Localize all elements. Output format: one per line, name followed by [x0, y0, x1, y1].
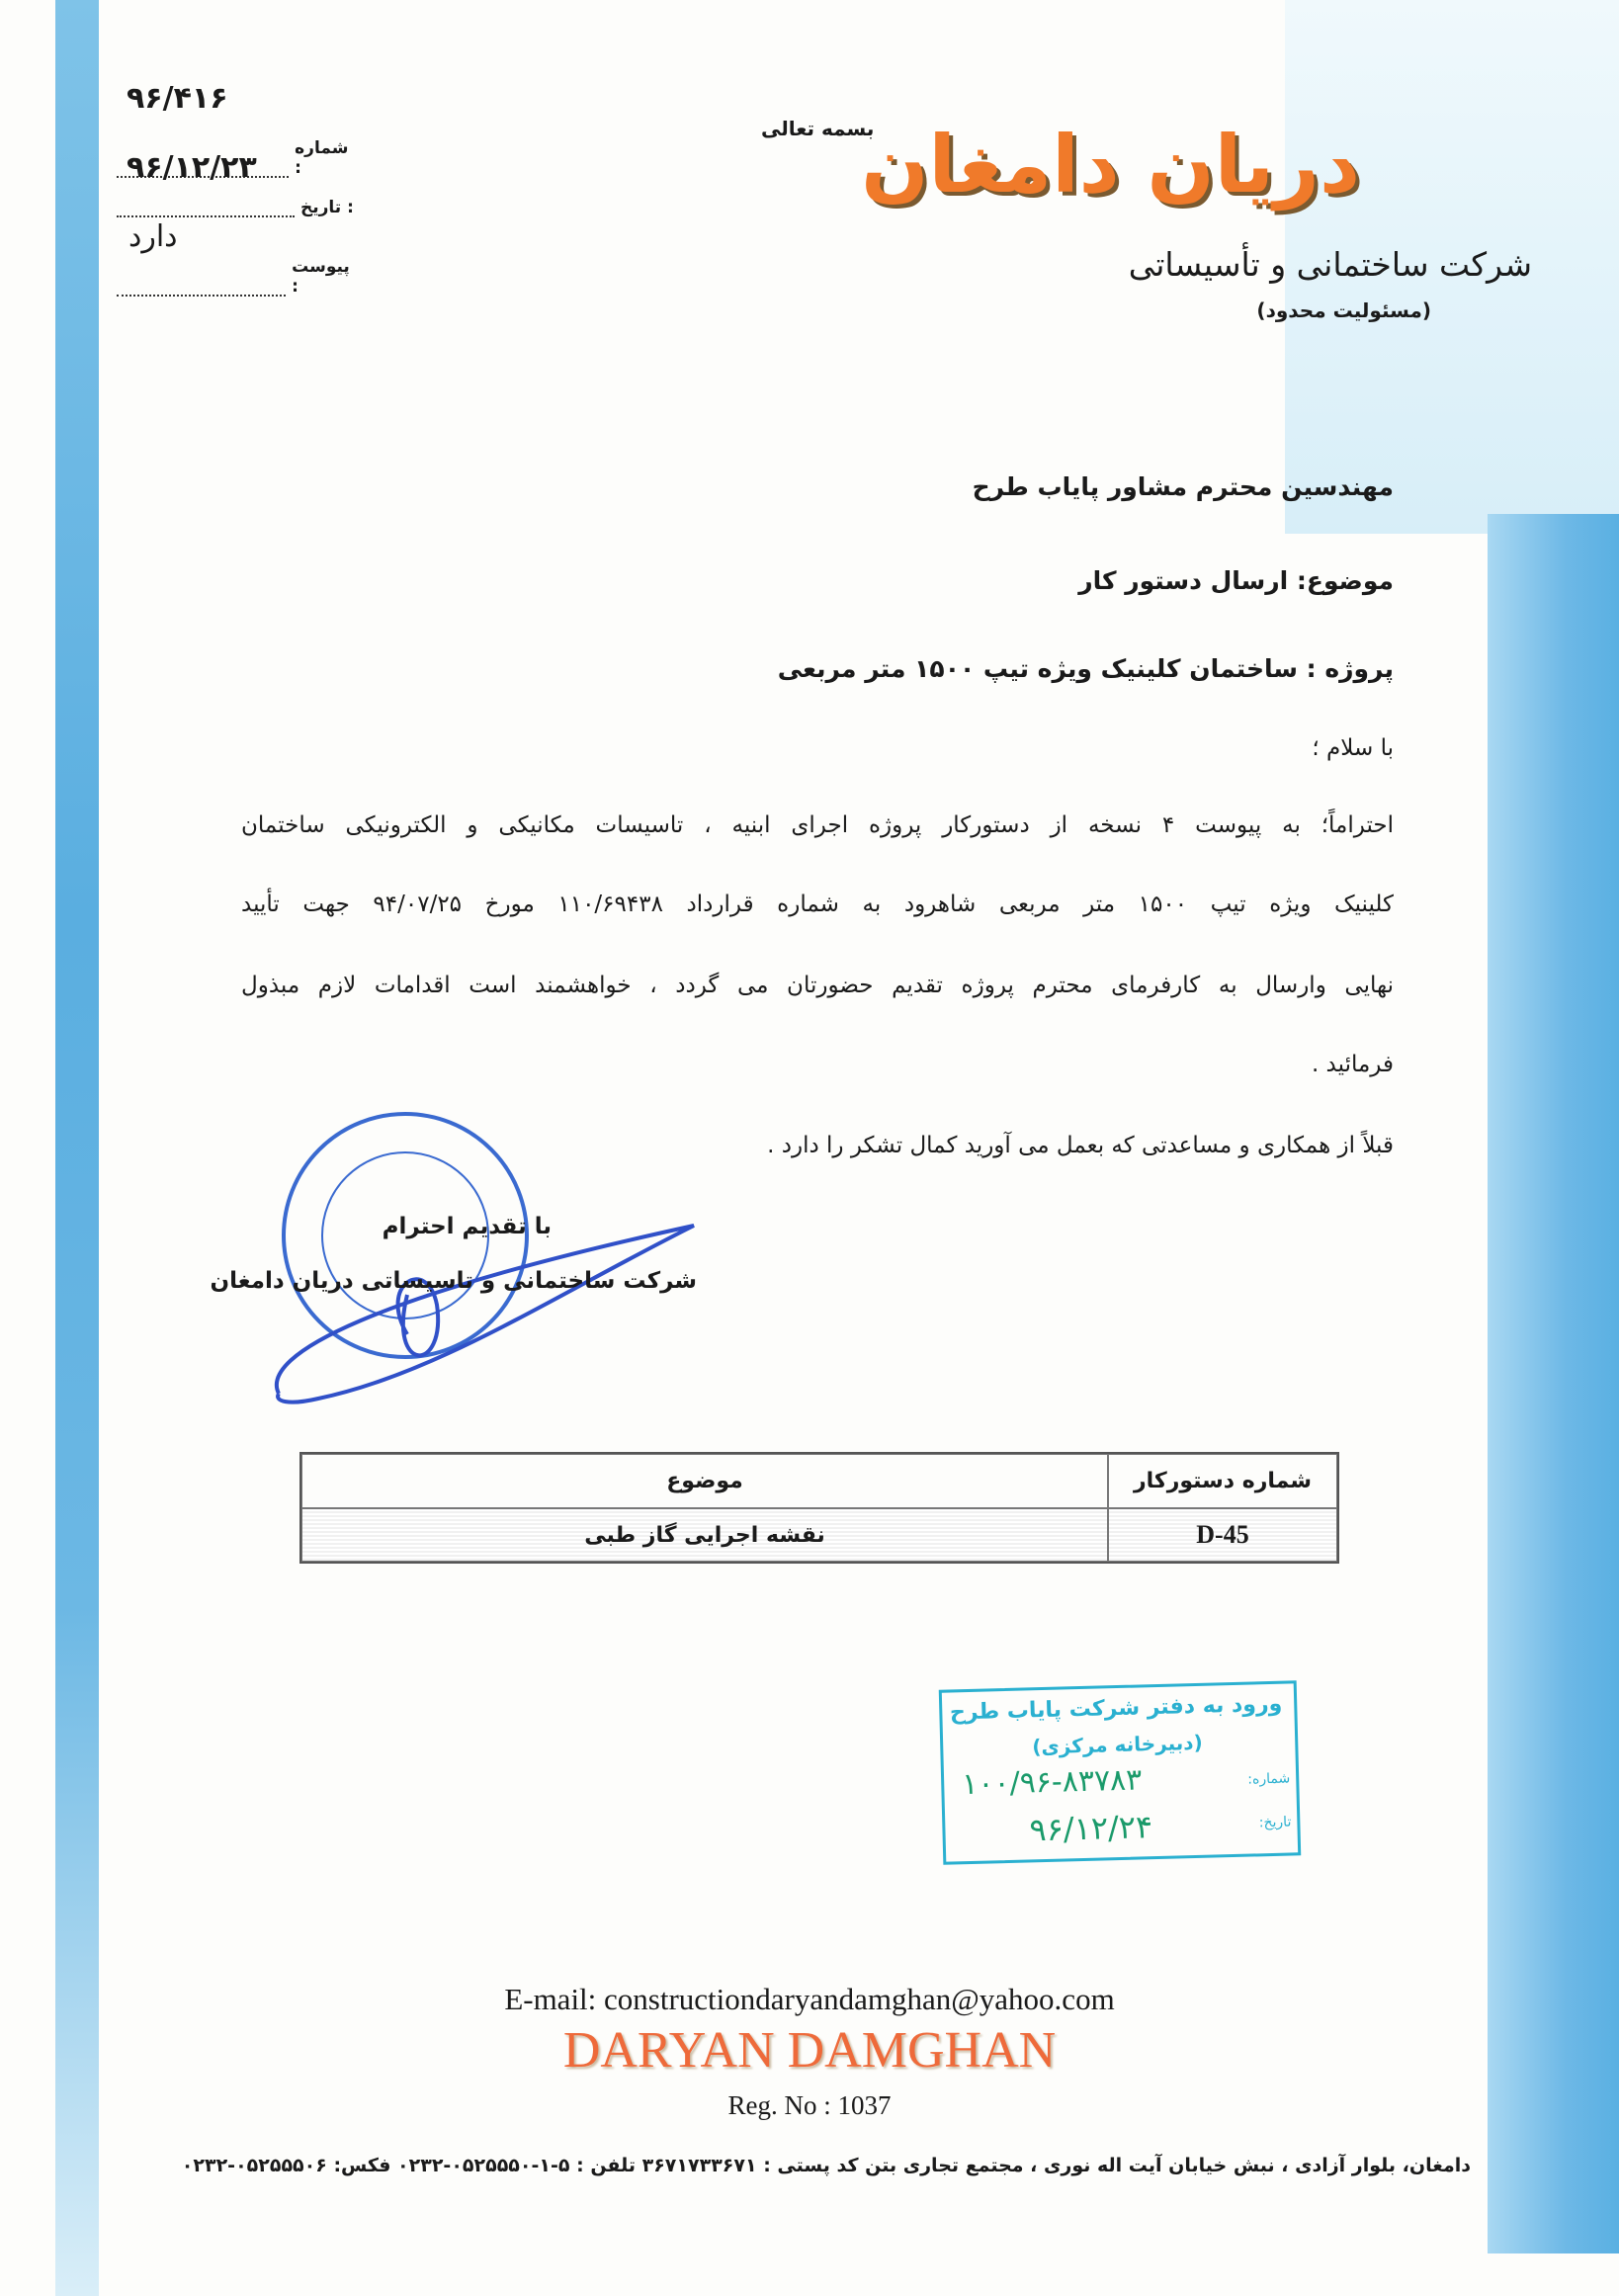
signatory: شرکت ساختمانی و تاسیساتی دریان دامغان: [210, 1268, 697, 1294]
stamp-title: ورود به دفتر شرکت پایاب طرح: [949, 1691, 1283, 1726]
attachment-field: [117, 257, 359, 297]
paragraph-line: کلینیک ویژه تیپ ۱۵۰۰ متر مربعی شاهرود به شماره قرارداد ۱۱۰/۶۹۴۳۸ مورخ ۹۴/۰۷/۲۵ جهت تأیید: [241, 892, 1394, 917]
project: پروژه : ساختمان کلینیک ویژه تیپ ۱۵۰۰ متر مربعی: [777, 654, 1394, 683]
date-dots: [117, 215, 295, 217]
company-name: شرکت ساختمانی و تأسیساتی: [1128, 245, 1532, 284]
table-cell-subject: نقشه اجرایی گاز طبی: [301, 1508, 1108, 1562]
attachment-value: دارد: [128, 219, 178, 254]
liability-note: (مسئولیت محدود): [1256, 298, 1431, 322]
date-field: [117, 198, 359, 217]
date-label: تاریخ :: [300, 198, 354, 217]
number-label: شماره :: [295, 138, 349, 178]
stamp-number-value: ۱۰۰/۹۶-۸۳۷۸۳: [961, 1762, 1143, 1803]
company-logo: دریان دامغان: [861, 119, 1360, 211]
footer-email: E-mail: constructiondaryandamghan@yahoo.com: [504, 1982, 1115, 2016]
letter-number-value: ۹۶/۴۱۶: [127, 81, 228, 116]
stamp-date-label: تاریخ:: [1258, 1814, 1292, 1831]
left-decorative-strip: [55, 0, 99, 2296]
table-cell-order-number: D-45: [1108, 1508, 1337, 1562]
recipient: مهندسین محترم مشاور پایاب طرح: [972, 472, 1394, 501]
thanks-line: قبلاً از همکاری و مساعدتی که بعمل می آورید کمال تشکر را دارد .: [767, 1133, 1394, 1158]
footer-brand: DARYAN DAMGHAN: [562, 2022, 1057, 2079]
paragraph-line: احتراماً؛ به پیوست ۴ نسخه از دستورکار پروژه اجرای ابنیه ، تاسیسات مکانیکی و الکترونیکی ساختمان: [241, 812, 1394, 838]
stamp-number-label: شماره:: [1247, 1770, 1291, 1788]
signature-mark: [259, 1176, 714, 1413]
subject: موضوع: ارسال دستور کار: [1078, 566, 1394, 595]
paragraph-line: فرمائید .: [1311, 1052, 1394, 1077]
table-header-subject: موضوع: [301, 1454, 1108, 1508]
table-header-order-number: شماره دستورکار: [1108, 1454, 1337, 1508]
attachment-dots: [117, 295, 286, 297]
received-stamp: [939, 1680, 1302, 1864]
bismillah: بسمه تعالی: [761, 117, 875, 140]
paragraph-line: نهایی وارسال به کارفرمای محترم پروژه تقدیم حضورتان می گردد ، خواهشمند است اقدامات لازم مبذول: [241, 973, 1394, 998]
stamp-subtitle: (دبیرخانه مرکزی): [1031, 1730, 1203, 1759]
footer-address: دامغان، بلوار آزادی ، نبش خیابان آیت اله نوری ، مجتمع تجاری بتن کد پستی : ۳۶۷۱۷۳۳۶۷۱ تلفن : ۵-۱-۰۵۲۵۵۵۰-۰۲۳۲ فکس: ۰۵۲۵۵۵۰۶-۰۲۳۲: [181, 2155, 1471, 2176]
letter-date-value: ۹۶/۱۲/۲۳: [127, 150, 257, 185]
work-order-table: [299, 1452, 1339, 1564]
footer-registration: Reg. No : 1037: [727, 2090, 892, 2120]
closing: با تقدیم احترام: [382, 1214, 552, 1239]
stamp-date-value: ۹۶/۱۲/۲۴: [1028, 1808, 1153, 1849]
greeting: با سلام ؛: [1312, 735, 1394, 761]
attachment-label: پیوست :: [292, 257, 350, 297]
